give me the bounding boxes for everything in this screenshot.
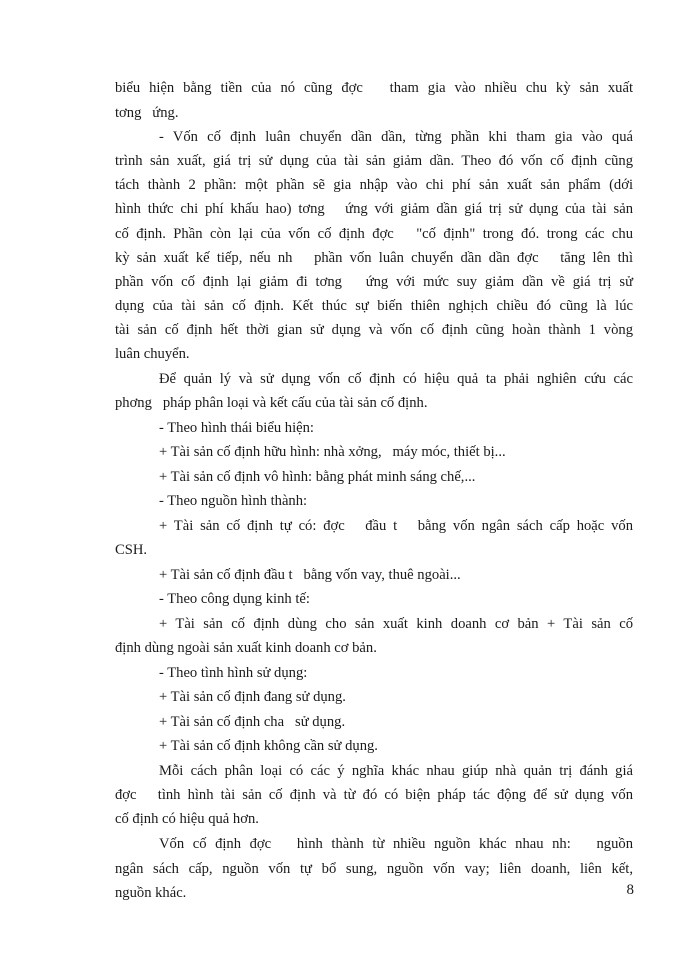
list-item: - Theo hình thái biểu hiện: (159, 420, 314, 436)
paragraph-line: CSH. (115, 542, 148, 558)
paragraph-line: Để quản lý và sử dụng vốn cố định có hiệu quả ta phải nghiên cứu các (159, 371, 633, 387)
list-item: + Tài sản cố định dùng cho sản xuất kinh doanh cơ bản + Tài sản cố (159, 616, 633, 632)
paragraph-line: Mỗi cách phân loại có các ý nghĩa khác nhau giúp nhà quản trị đánh giá (159, 763, 633, 779)
paragraph-line: Vốn cố định đợc hình thành từ nhiều nguồn khác nhau nh: nguồn (159, 836, 633, 852)
paragraph-line: cố định. Phần còn lại của vốn cố định đợc "cố định" trong đó. trong các chu (115, 226, 633, 242)
paragraph-line: ngân sách cấp, nguồn vốn tự bổ sung, nguồn vốn vay; liên doanh, liên kết, (115, 861, 633, 877)
paragraph-line: dụng của tài sản cố định. Kết thúc sự biến thiên nghịch chiều đó cũng là lúc (115, 298, 633, 314)
paragraph-line: biểu hiện bằng tiền của nó cũng đợc tham gia vào nhiều chu kỳ sản xuất (115, 80, 633, 96)
paragraph-line: luân chuyển. (115, 346, 190, 362)
list-item: + Tài sản cố định đầu t bằng vốn vay, thuê ngoài... (159, 567, 461, 583)
paragraph-line: hình thức chi phí khấu hao) tơng ứng với giảm dần giá trị sử dụng của tài sản (115, 201, 633, 217)
list-item: + Tài sản cố định đang sử dụng. (159, 689, 346, 705)
list-item: - Theo công dụng kinh tế: (159, 591, 310, 607)
list-item: + Tài sản cố định không cần sử dụng. (159, 738, 378, 754)
paragraph-line: trình sản xuất, giá trị sử dụng của tài sản giảm dần. Theo đó vốn cố định cũng (115, 153, 633, 169)
list-item: + Tài sản cố định vô hình: bằng phát minh sáng chế,... (159, 469, 476, 485)
list-item: + Tài sản cố định tự có: đợc đầu t bằng vốn ngân sách cấp hoặc vốn (159, 518, 633, 534)
paragraph-line: nguồn khác. (115, 885, 187, 901)
paragraph-line: cố định có hiệu quả hơn. (115, 811, 259, 827)
paragraph-line: tách thành 2 phần: một phần sẽ gia nhập vào chi phí sản xuất sản phẩm (dới (115, 177, 633, 193)
paragraph-line: định dùng ngoài sản xuất kinh doanh cơ bản. (115, 640, 377, 656)
list-item: - Theo nguồn hình thành: (159, 493, 308, 509)
paragraph-line: kỳ sản xuất kế tiếp, nếu nh phần vốn luân chuyển dần dần đợc tăng lên thì (115, 250, 633, 266)
paragraph-line: đợc tình hình tài sản cố định và từ đó có biện pháp tác động để sử dụng vốn (115, 787, 633, 803)
paragraph-line: phần vốn cố định lại giảm đi tơng ứng với mức suy giảm dần về giá trị sử (115, 274, 633, 290)
paragraph-line: phơng pháp phân loại và kết cấu của tài sản cố định. (115, 395, 428, 411)
list-item: - Theo tình hình sử dụng: (159, 665, 308, 681)
list-item: + Tài sản cố định hữu hình: nhà xởng, máy móc, thiết bị... (159, 444, 506, 460)
paragraph-line: tơng ứng. (115, 105, 179, 121)
paragraph-line: - Vốn cố định luân chuyển dần dần, từng phần khi tham gia vào quá (159, 129, 633, 145)
page-number: 8 (626, 882, 634, 898)
list-item: + Tài sản cố định cha sử dụng. (159, 714, 346, 730)
paragraph-line: tài sản cố định hết thời gian sử dụng và vốn cố định cũng hoàn thành 1 vòng (115, 322, 633, 338)
